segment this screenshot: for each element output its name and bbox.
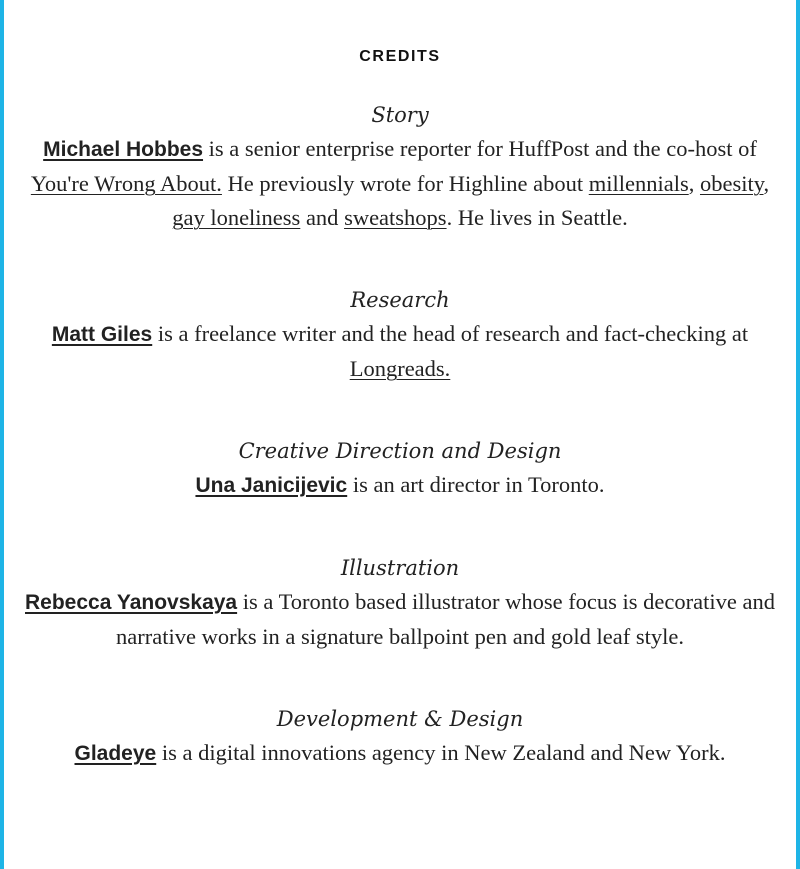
bio-text: is a Toronto based illustrator whose focus is decorative and narrative works in a signature ballpoint pen and gold leaf style. bbox=[116, 589, 775, 649]
credit-bio bbox=[16, 132, 784, 235]
youre-wrong-about-link[interactable]: You're Wrong About. bbox=[30, 171, 222, 196]
credit-name-link[interactable]: Matt Giles bbox=[51, 323, 153, 346]
bio-text: He previously wrote for Highline about bbox=[221, 171, 589, 196]
credit-role: Illustration bbox=[340, 556, 460, 580]
credit-development bbox=[4, 702, 796, 771]
bio-separator: , bbox=[688, 171, 700, 196]
longreads-link[interactable]: Longreads. bbox=[349, 356, 451, 381]
credit-role: Development & Design bbox=[276, 707, 524, 731]
bio-text: . He lives in Seattle. bbox=[446, 205, 628, 230]
credit-name-link[interactable]: Michael Hobbes bbox=[43, 138, 204, 161]
bio-separator: , bbox=[763, 171, 770, 196]
credit-role: Creative Direction and Design bbox=[238, 439, 562, 463]
obesity-link[interactable]: obesity bbox=[699, 171, 764, 196]
credit-name-link[interactable]: Una Janicijevic bbox=[195, 474, 348, 497]
gay-loneliness-link[interactable]: gay loneliness bbox=[172, 205, 301, 230]
bio-separator: and bbox=[300, 205, 345, 230]
credit-story bbox=[4, 98, 796, 235]
bio-text: is an art director in Toronto. bbox=[347, 472, 605, 497]
credit-role: Story bbox=[371, 103, 429, 127]
credits-heading: CREDITS bbox=[359, 48, 441, 65]
bio-text: is a digital innovations agency in New Zealand and New York. bbox=[156, 740, 726, 765]
credit-creative-direction bbox=[4, 434, 796, 503]
credit-name-link[interactable]: Gladeye bbox=[74, 742, 157, 765]
credit-bio bbox=[16, 736, 784, 771]
credit-bio bbox=[16, 317, 784, 386]
millennials-link[interactable]: millennials bbox=[588, 171, 689, 196]
credit-research bbox=[4, 283, 796, 386]
bio-text: is a freelance writer and the head of research and fact-checking at bbox=[152, 321, 749, 346]
sweatshops-link[interactable]: sweatshops bbox=[344, 205, 447, 230]
credit-role: Research bbox=[350, 288, 450, 312]
credit-bio bbox=[16, 585, 784, 654]
credit-bio bbox=[16, 468, 784, 503]
credit-name-link[interactable]: Rebecca Yanovskaya bbox=[25, 591, 238, 614]
credits-content bbox=[4, 0, 796, 771]
bio-text: is a senior enterprise reporter for HuffPost and the co-host of bbox=[203, 136, 757, 161]
credit-illustration bbox=[4, 551, 796, 654]
